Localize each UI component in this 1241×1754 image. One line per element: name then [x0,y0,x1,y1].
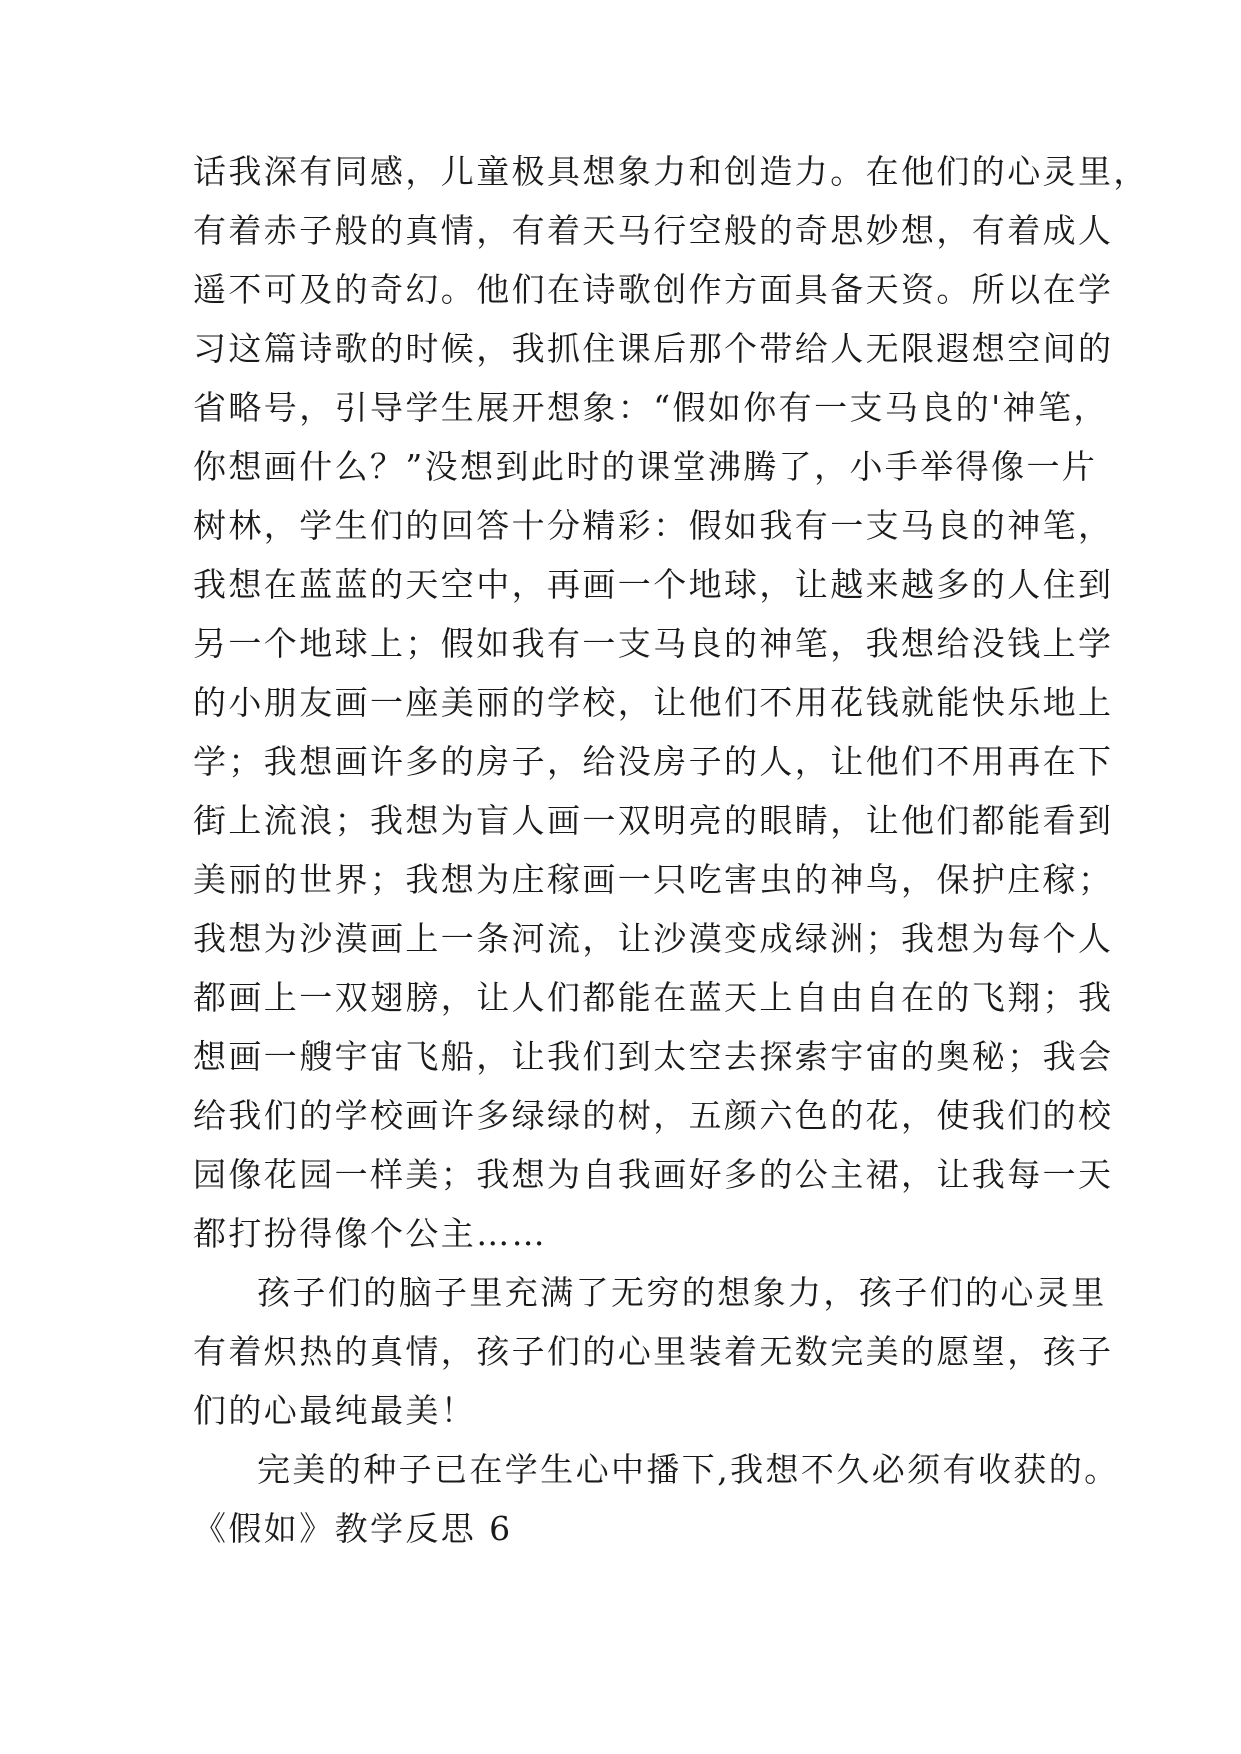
paragraph-line: 都画上一双翅膀，让人们都能在蓝天上自由自在的飞翔；我 [193,978,1114,1017]
paragraph-line: 有着赤子般的真情，有着天马行空般的奇思妙想，有着成人 [193,211,1114,250]
paragraph-line: 完美的种子已在学生心中播下,我想不久必须有收获的。 [257,1450,1120,1489]
paragraph-line: 话我深有同感，儿童极具想象力和创造力。在他们的心灵里， [193,152,1149,191]
paragraph-line: 街上流浪；我想为盲人画一双明亮的眼睛，让他们都能看到 [193,801,1114,840]
paragraph-line: 们的心最纯最美！ [193,1391,477,1430]
paragraph-line: 想画一艘宇宙飞船，让我们到太空去探索宇宙的奥秘；我会 [193,1037,1114,1076]
paragraph-line: 的小朋友画一座美丽的学校，让他们不用花钱就能快乐地上 [193,683,1114,722]
section-heading: 《假如》教学反思 6 [193,1509,513,1548]
paragraph-line: 我想为沙漠画上一条河流，让沙漠变成绿洲；我想为每个人 [193,919,1114,958]
paragraph-line: 美丽的世界；我想为庄稼画一只吃害虫的神鸟，保护庄稼； [193,860,1114,899]
paragraph-line: 有着炽热的真情，孩子们的心里装着无数完美的愿望，孩子 [193,1332,1114,1371]
paragraph-line: 给我们的学校画许多绿绿的树，五颜六色的花，使我们的校 [193,1096,1114,1135]
paragraph-line: 我想在蓝蓝的天空中，再画一个地球，让越来越多的人住到 [193,565,1114,604]
paragraph-line: 另一个地球上；假如我有一支马良的神笔，我想给没钱上学 [193,624,1114,663]
paragraph-line: 都打扮得像个公主…… [193,1214,547,1253]
paragraph-line: 省略号，引导学生展开想象：“假如你有一支马良的'神笔， [193,388,1109,427]
paragraph-line: 遥不可及的奇幻。他们在诗歌创作方面具备天资。所以在学 [193,270,1114,309]
paragraph-line: 孩子们的脑子里充满了无穷的想象力，孩子们的心灵里 [257,1273,1107,1312]
paragraph-line: 学；我想画许多的房子，给没房子的人，让他们不用再在下 [193,742,1114,781]
paragraph-line: 树林，学生们的回答十分精彩：假如我有一支马良的神笔， [193,506,1114,545]
paragraph-line: 习这篇诗歌的时候，我抓住课后那个带给人无限遐想空间的 [193,329,1114,368]
paragraph-line: 园像花园一样美；我想为自我画好多的公主裙，让我每一天 [193,1155,1114,1194]
paragraph-line: 你想画什么？”没想到此时的课堂沸腾了，小手举得像一片 [193,447,1098,486]
